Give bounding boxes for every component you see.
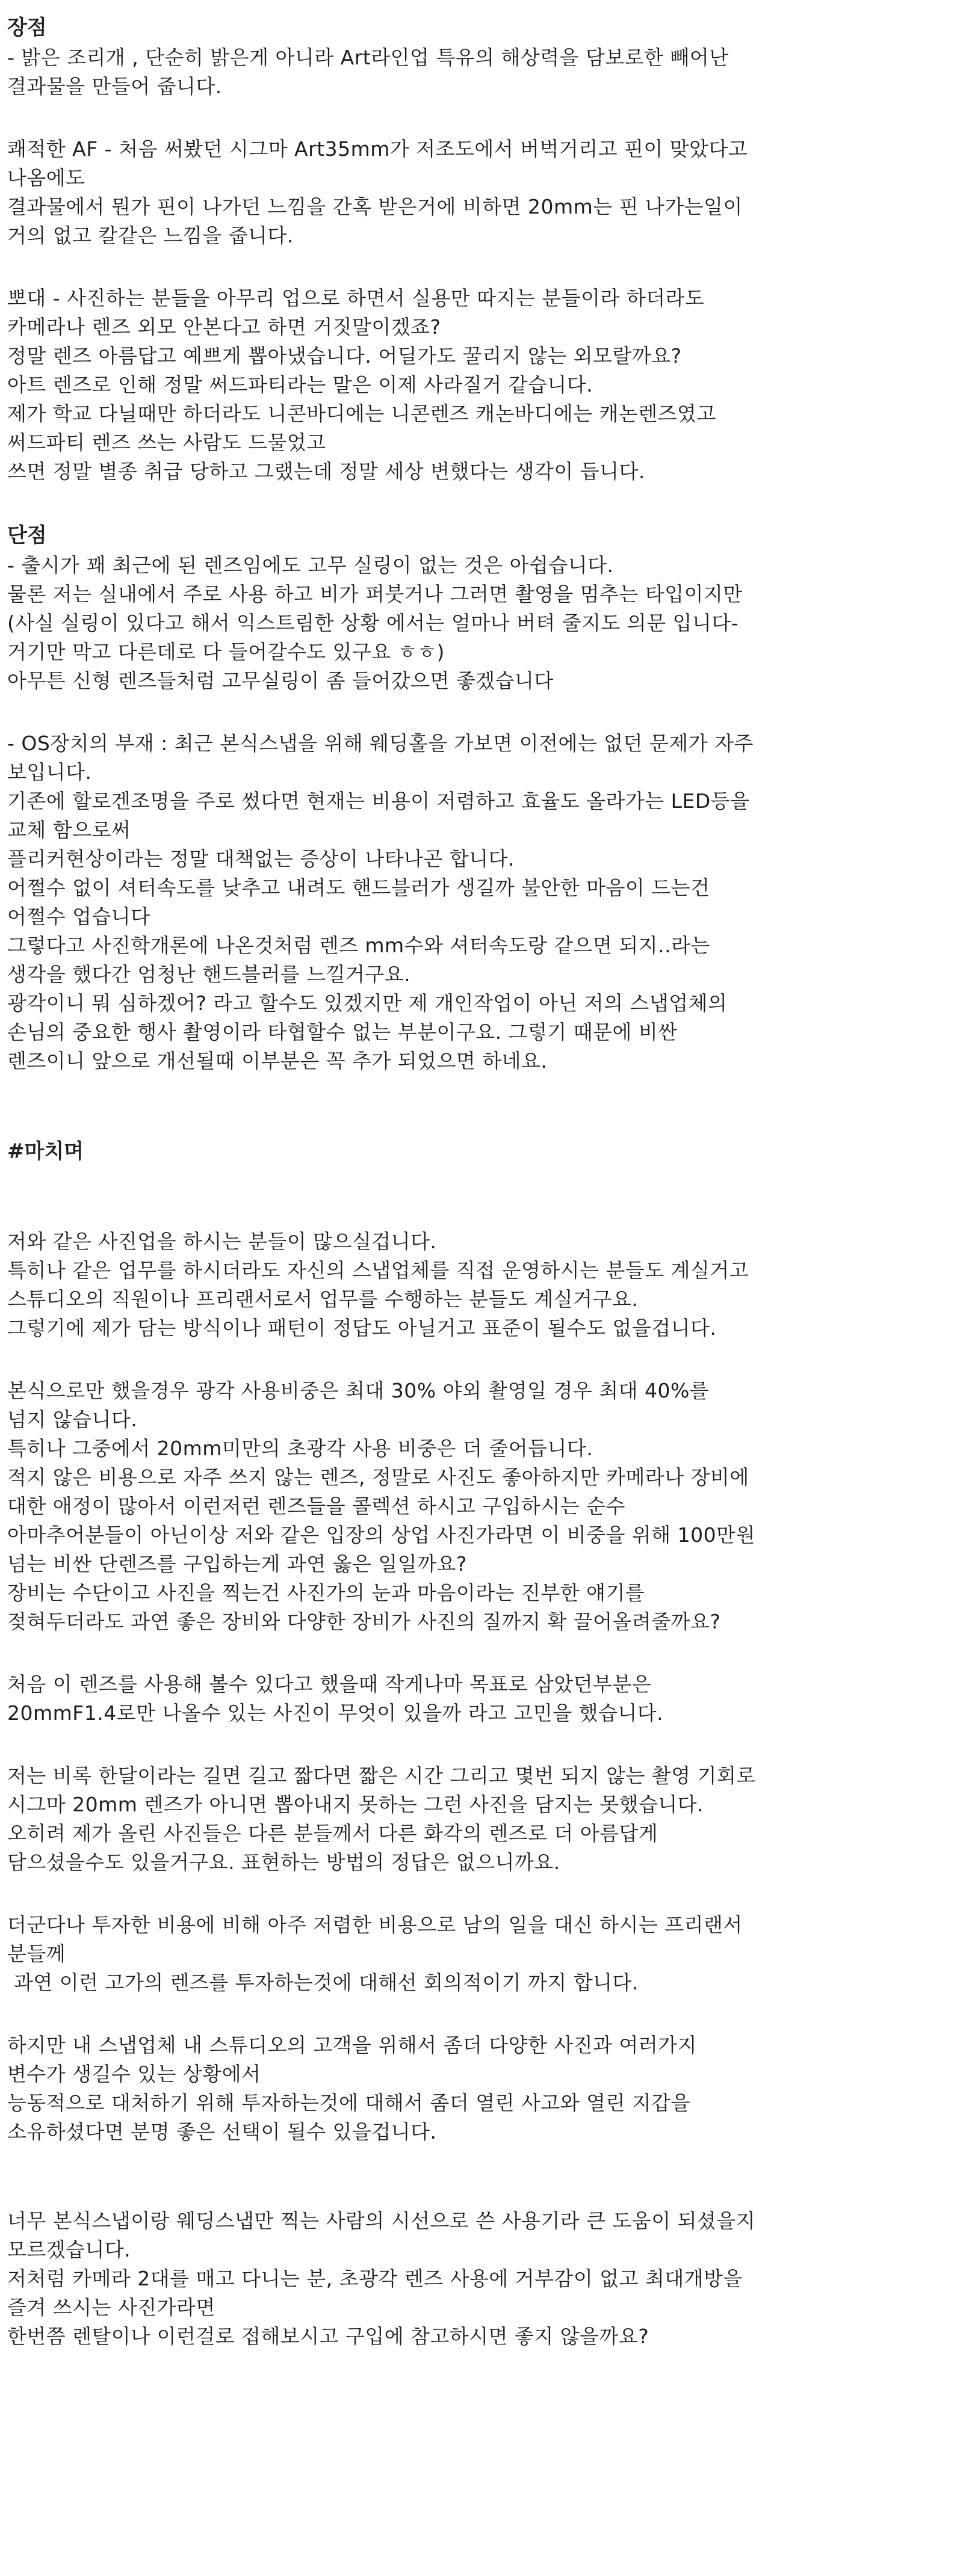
text-line: 저와 같은 사진업을 하시는 분들이 많으실겁니다. — [7, 1230, 437, 1253]
section-heading-pros: 장점 — [7, 16, 47, 40]
text-line: 대한 애정이 많아서 이런저런 렌즈들을 콜렉션 하시고 구입하시는 순수 — [7, 1494, 625, 1518]
text-line: 손님의 중요한 행사 촬영이라 타협할수 없는 부분이구요. 그렇기 때문에 비싼 — [7, 1020, 678, 1044]
closing-paragraph-6 — [7, 2031, 956, 2146]
text-line: 넘는 비싼 단렌즈를 구입하는게 과연 옳은 일일까요? — [7, 1552, 467, 1576]
text-line: 모르겠습니다. — [7, 2238, 131, 2261]
text-line: 하지만 내 스냅업체 내 스튜디오의 고객을 위해서 좀더 다양한 사진과 여러가지 — [7, 2033, 697, 2057]
text-line: 어쩔수 없이 셔터속도를 낮추고 내려도 핸드블러가 생길까 불안한 마음이 드는건 — [7, 876, 710, 899]
text-line: 기존에 할로겐조명을 주로 썼다면 현재는 비용이 저렴하고 효율도 올라가는 LED등을 — [7, 789, 750, 813]
text-line: 넘지 않습니다. — [7, 1408, 138, 1431]
text-line: 거기만 막고 다른데로 다 들어갈수도 있구요 ㅎㅎ) — [7, 640, 445, 664]
closing-paragraph-1 — [7, 1227, 956, 1343]
text-line: - OS장치의 부재 : 최근 본식스냅을 위해 웨딩홀을 가보면 이전에는 없던 문제가 자주 — [7, 732, 754, 755]
text-line: 과연 이런 고가의 렌즈를 투자하는것에 대해선 회의적이기 까지 합니다. — [7, 1971, 639, 1994]
text-line: 스튜디오의 직원이나 프리랜서로서 업무를 수행하는 분들도 계실거구요. — [7, 1287, 639, 1311]
closing-paragraph-3 — [7, 1670, 956, 1728]
text-line: 저는 비록 한달이라는 길면 길고 짧다면 짧은 시간 그리고 몇번 되지 않는 촬영 기회로 — [7, 1764, 756, 1787]
closing-paragraph-7 — [7, 2207, 956, 2351]
pros-paragraph-1 — [7, 43, 956, 101]
closing-paragraph-4 — [7, 1761, 956, 1877]
text-line: 장비는 수단이고 사진을 찍는건 사진가의 눈과 마음이라는 진부한 얘기를 — [7, 1581, 645, 1604]
text-line: 교체 함으로써 — [7, 818, 131, 842]
text-line: 아무튼 신형 렌즈들처럼 고무실링이 좀 들어갔으면 좋겠습니다 — [7, 669, 554, 692]
text-line: 물론 저는 실내에서 주로 사용 하고 비가 퍼붓거나 그러면 촬영을 멈추는 타입이지만 — [7, 582, 743, 606]
text-line: 거의 없고 칼같은 느낌을 줍니다. — [7, 224, 294, 247]
cons-paragraph-2 — [7, 729, 956, 1076]
text-line: 시그마 20mm 렌즈가 아니면 뽑아내지 못하는 그런 사진을 담지는 못했습니다. — [7, 1793, 704, 1816]
text-line: 뽀대 - 사진하는 분들을 아무리 업으로 하면서 실용만 따지는 분들이라 하더라도 — [7, 286, 705, 310]
text-line: 쓰면 정말 별종 취급 당하고 그랬는데 정말 세상 변했다는 생각이 듭니다. — [7, 460, 645, 483]
text-line: 제가 학교 다닐때만 하더라도 니콘바디에는 니콘렌즈 캐논바디에는 캐논렌즈였고 — [7, 402, 716, 425]
text-line: 쾌적한 AF - 처음 써봤던 시그마 Art35mm가 저조도에서 버벅거리고 핀이 맞았다고 — [7, 137, 748, 161]
text-line: 적지 않은 비용으로 자주 쓰지 않는 렌즈, 정말로 사진도 좋아하지만 카메라나 장비에 — [7, 1465, 749, 1489]
text-line: (사실 실링이 있다고 해서 익스트림한 상황 에서는 얼마나 버텨 줄지도 의문 입니다- — [7, 611, 739, 635]
text-line: 정말 렌즈 아름답고 예쁘게 뽑아냈습니다. 어딜가도 꿀리지 않는 외모랄까요? — [7, 344, 682, 368]
text-line: 소유하셨다면 분명 좋은 선택이 될수 있을겁니다. — [7, 2120, 437, 2143]
pros-paragraph-3 — [7, 284, 956, 486]
text-line: 결과물에서 뭔가 핀이 나가던 느낌을 간혹 받은거에 비하면 20mm는 핀 나가는일이 — [7, 195, 743, 218]
text-line: 20mmF1.4로만 나올수 있는 사진이 무엇이 있을까 라고 고민을 했습니다. — [7, 1701, 664, 1725]
text-line: 담으셨을수도 있을거구요. 표현하는 방법의 정답은 없으니까요. — [7, 1850, 560, 1874]
text-line: 즐겨 쓰시는 사진가라면 — [7, 2296, 215, 2319]
text-line: 써드파티 렌즈 쓰는 사람도 드물었고 — [7, 431, 326, 454]
text-line: 분들께 — [7, 1942, 66, 1965]
text-line: 그렇다고 사진학개론에 나온것처럼 렌즈 mm수와 셔터속도랑 같으면 되지..라는 — [7, 934, 710, 957]
closing-paragraph-2 — [7, 1376, 956, 1636]
text-line: 생각을 했다간 엄청난 핸드블러를 느낄거구요. — [7, 963, 411, 986]
text-line: 아마추어분들이 아닌이상 저와 같은 입장의 상업 사진가라면 이 비중을 위해 100만원 — [7, 1523, 755, 1547]
cons-paragraph-1 — [7, 551, 956, 695]
text-line: 특히나 같은 업무를 하시더라도 자신의 스냅업체를 직접 운영하시는 분들도 계실거고 — [7, 1259, 749, 1282]
review-document — [7, 12, 956, 2351]
text-line: 어쩔수 업습니다 — [7, 905, 150, 928]
text-line: 보입니다. — [7, 760, 92, 784]
text-line: 결과물을 만들어 줍니다. — [7, 75, 222, 98]
text-line: 처음 이 렌즈를 사용해 볼수 있다고 했을때 작게나마 목표로 삼았던부분은 — [7, 1672, 652, 1696]
text-line: 본식으로만 했을경우 광각 사용비중은 최대 30% 야외 촬영일 경우 최대 40%를 — [7, 1379, 710, 1402]
text-line: 카메라나 렌즈 외모 안본다고 하면 거짓말이겠죠? — [7, 315, 441, 339]
text-line: 변수가 생길수 있는 상황에서 — [7, 2062, 261, 2086]
text-line: 저처럼 카메라 2대를 매고 다니는 분, 초광각 렌즈 사용에 거부감이 없고 최대개방을 — [7, 2267, 743, 2290]
text-line: 너무 본식스냅이랑 웨딩스냅만 찍는 사람의 시선으로 쓴 사용기라 큰 도움이 되셨을지 — [7, 2209, 756, 2232]
text-line: - 출시가 꽤 최근에 된 렌즈임에도 고무 실링이 없는 것은 아쉽습니다. — [7, 553, 614, 577]
text-line: 능동적으로 대처하기 위해 투자하는것에 대해서 좀더 열린 사고와 열린 지갑을 — [7, 2091, 691, 2115]
text-line: 특히나 그중에서 20mm미만의 초광각 사용 비중은 더 줄어듭니다. — [7, 1437, 593, 1460]
text-line: 더군다나 투자한 비용에 비해 아주 저렴한 비용으로 남의 일을 대신 하시는 프리랜서 — [7, 1913, 743, 1937]
text-line: 렌즈이니 앞으로 개선될때 이부분은 꼭 추가 되었으면 하네요. — [7, 1049, 548, 1073]
text-line: 젖혀두더라도 과연 좋은 장비와 다양한 장비가 사진의 질까지 확 끌어올려줄까요? — [7, 1610, 721, 1633]
text-line: 나옴에도 — [7, 166, 85, 190]
text-line: - 밝은 조리개 , 단순히 밝은게 아니라 Art라인업 특유의 해상력을 담보로한 빼어난 — [7, 46, 729, 69]
section-heading-closing: #마치며 — [7, 1139, 84, 1163]
closing-paragraph-5 — [7, 1911, 956, 1997]
pros-paragraph-2 — [7, 135, 956, 250]
section-heading-cons: 단점 — [7, 523, 47, 547]
text-line: 플리커현상이라는 정말 대책없는 증상이 나타나곤 합니다. — [7, 847, 515, 870]
text-line: 그렇기에 제가 담는 방식이나 패턴이 정답도 아닐거고 표준이 될수도 없을겁니다. — [7, 1316, 717, 1340]
text-line: 광각이니 뭐 심하겠어? 라고 할수도 있겠지만 제 개인작업이 아닌 저의 스냅업체의 — [7, 991, 728, 1015]
text-line: 한번쯤 렌탈이나 이런걸로 접해보시고 구입에 참고하시면 좋지 않을까요? — [7, 2325, 649, 2348]
text-line: 오히려 제가 올린 사진들은 다른 분들께서 다른 화각의 렌즈로 더 아름답게 — [7, 1822, 658, 1845]
text-line: 아트 렌즈로 인해 정말 써드파티라는 말은 이제 사라질거 같습니다. — [7, 373, 593, 396]
